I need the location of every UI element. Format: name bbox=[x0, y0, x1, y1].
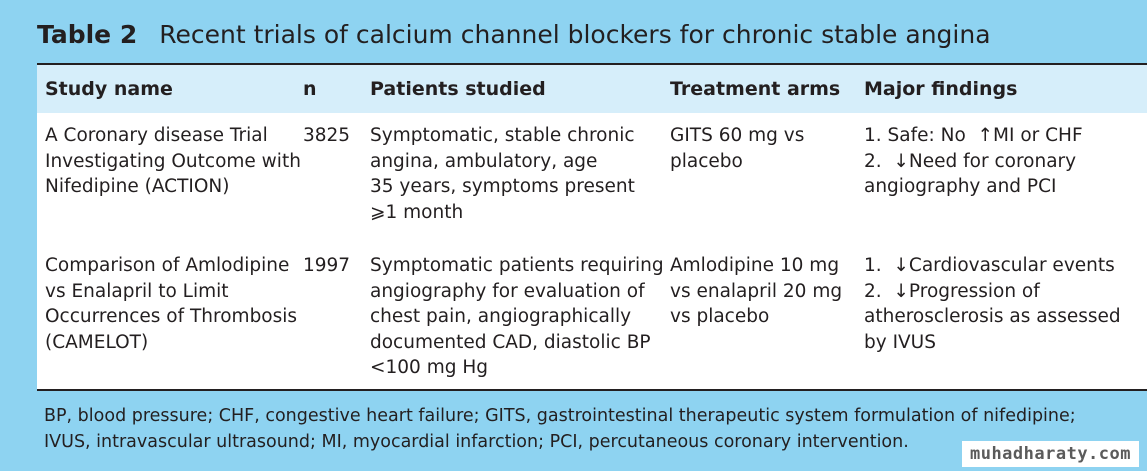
row1-major-findings: 1. Safe: No ↑MI or CHF 2. ↓Need for coronary angiography and PCI bbox=[864, 125, 1083, 197]
table-caption: Recent trials of calcium channel blockers for chronic stable angina bbox=[159, 20, 991, 49]
row1-n: 3825 bbox=[303, 125, 351, 146]
bottom-rule bbox=[37, 389, 1147, 391]
row2-n: 1997 bbox=[303, 255, 351, 276]
site-watermark: muhadharaty.com bbox=[962, 441, 1139, 467]
row2-treatment-arms: Amlodipine 10 mg vs enalapril 20 mg vs placebo bbox=[670, 255, 843, 327]
row1-treatment-arms: GITS 60 mg vs placebo bbox=[670, 125, 805, 172]
row2-study-name: Comparison of Amlodipine vs Enalapril to Limit Occurrences of Thrombosis (CAMELOT) bbox=[45, 255, 298, 353]
row1-patients-studied: Symptomatic, stable chronic angina, ambulatory, age 35 years, symptoms present ⩾1 month bbox=[370, 125, 635, 223]
header-study-name: Study name bbox=[45, 78, 173, 100]
row2-patients-studied: Symptomatic patients requiring angiography for evaluation of chest pain, angiographically documented CAD, diastolic BP <100 mg Hg bbox=[370, 255, 664, 378]
header-treatment-arms: Treatment arms bbox=[670, 78, 841, 100]
header-major-findings: Major findings bbox=[864, 78, 1018, 100]
table-footnote: BP, blood pressure; CHF, congestive heart failure; GITS, gastrointestinal therapeutic system formulation of nifedipine; IVUS, intravascular ultrasound; MI, myocardial infarction; PCI, percutaneous coronary intervention. bbox=[44, 406, 1076, 452]
table-title bbox=[37, 18, 991, 52]
row2-major-findings: 1. ↓Cardiovascular events 2. ↓Progression of atherosclerosis as assessed by IVUS bbox=[864, 255, 1121, 353]
row1-study-name: A Coronary disease Trial Investigating Outcome with Nifedipine (ACTION) bbox=[45, 125, 301, 197]
table-number: Table 2 bbox=[37, 20, 138, 49]
header-patients-studied: Patients studied bbox=[370, 78, 546, 100]
header-n: n bbox=[303, 78, 317, 100]
